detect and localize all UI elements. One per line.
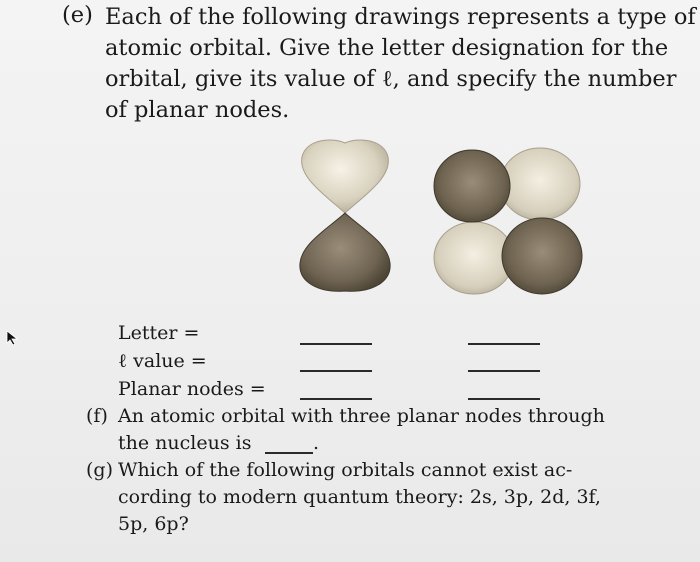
question-g-line-1: Which of the following orbitals cannot exist ac- [118, 459, 573, 481]
letter-label: Letter = [118, 322, 200, 344]
p-orbital-bottom-lobe [300, 213, 390, 291]
l-value-blank-d[interactable] [468, 370, 540, 372]
d-orbital-lobe-upper-left [434, 150, 510, 222]
question-e-label: (e) [62, 2, 93, 28]
l-value-blank-p[interactable] [300, 370, 372, 372]
question-g-line-3: 5p, 6p? [118, 513, 189, 535]
mouse-pointer-icon [6, 330, 20, 346]
question-f-answer-blank[interactable] [265, 452, 313, 454]
question-f-label: (f) [86, 405, 108, 427]
question-g-label: (g) [86, 459, 113, 481]
p-orbital-drawing [290, 135, 400, 295]
question-e-line-2: atomic orbital. Give the letter designation for the [105, 35, 669, 61]
question-e-line-3: orbital, give its value of ℓ, and specify the number [105, 66, 677, 92]
letter-blank-d[interactable] [468, 343, 540, 345]
l-value-label: ℓ value = [118, 350, 207, 372]
planar-nodes-label: Planar nodes = [118, 378, 266, 400]
question-f-line-1: An atomic orbital with three planar nodes through [118, 405, 605, 427]
letter-blank-p[interactable] [300, 343, 372, 345]
question-g-line-2: cording to modern quantum theory: 2s, 3p, 2d, 3f, [118, 486, 601, 508]
planar-nodes-blank-p[interactable] [300, 398, 372, 400]
question-e-text [105, 2, 696, 126]
planar-nodes-blank-d[interactable] [468, 398, 540, 400]
d-orbital-lobe-upper-right [500, 148, 580, 220]
question-f-period: . [313, 432, 320, 454]
d-orbital-lobe-lower-right [502, 218, 582, 294]
p-orbital-top-lobe [302, 140, 389, 213]
d-orbital-drawing [428, 142, 588, 302]
question-e-line-1: Each of the following drawings represents a type of [105, 4, 696, 30]
question-e-line-4: of planar nodes. [105, 97, 290, 123]
question-f-line-2: the nucleus is [118, 432, 252, 454]
